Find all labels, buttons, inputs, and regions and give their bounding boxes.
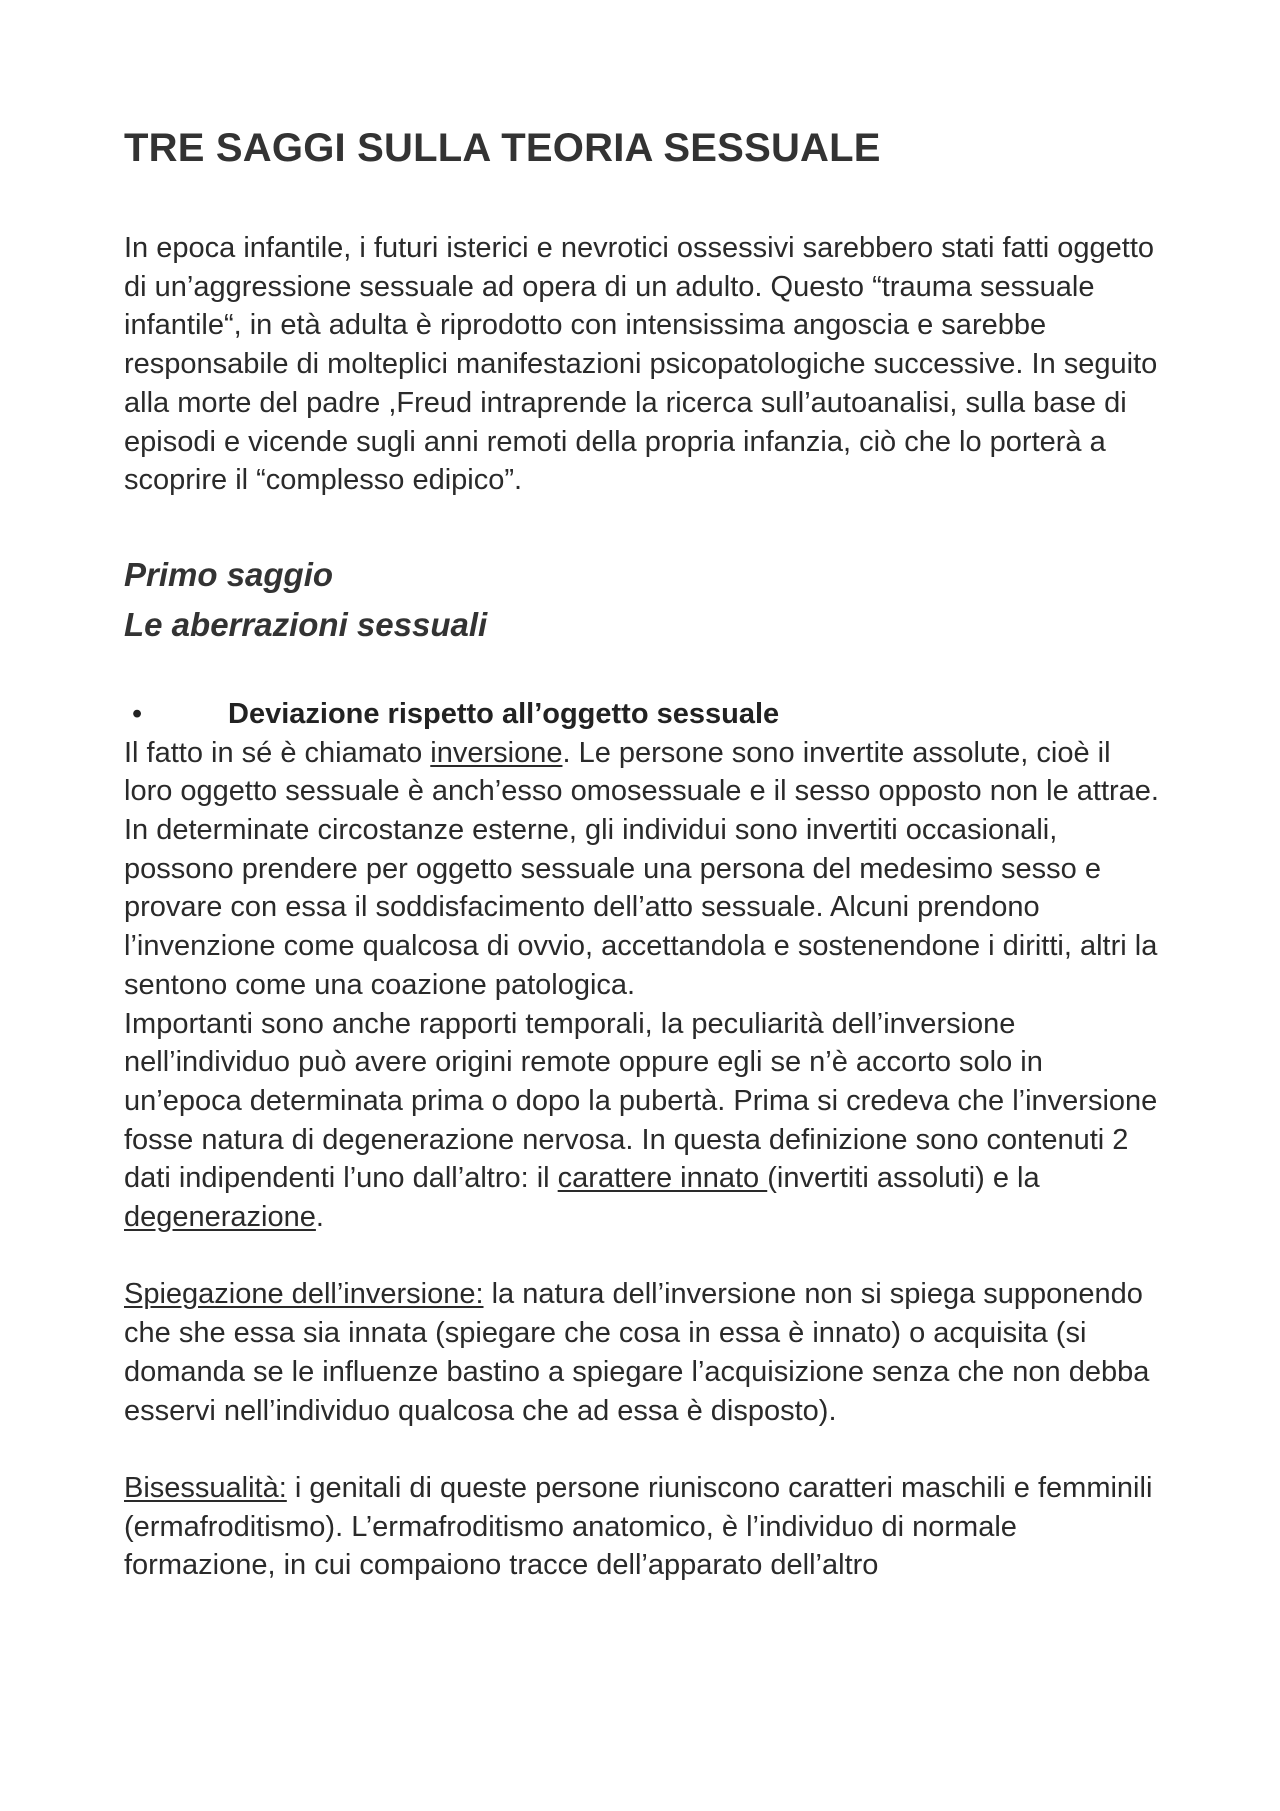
section-subheading: Le aberrazioni sessuali — [124, 605, 488, 643]
bullet-text: Deviazione rispetto all’oggetto sessuale — [228, 697, 780, 730]
document-title: TRE SAGGI SULLA TEORIA SESSUALE — [124, 126, 881, 170]
paragraph-text: . — [315, 1201, 324, 1234]
bullet-item — [124, 695, 1164, 734]
underlined-term: inversione — [430, 736, 563, 769]
paragraph-text: la natura dell’inversione non si spiega supponendo che she essa sia innata (spiegare che cosa in essa è innato) o acquisita (si domanda se le influenze bastino a spiegare l’acquisizione senza che non debba esservi nell’individuo qualcosa che ad essa è disposto). — [124, 1278, 1150, 1427]
paragraph-text: Importanti sono anche rapporti temporali, la peculiarità dell’inversione nell’individuo può avere origini remote oppure egli se n’è accorto solo in un’epoca determinata prima o dopo la pubertà. Prima si credeva che l’inversione fosse natura di degenerazione nervosa. In questa definizione sono contenuti 2 dati indipendenti l’uno dall’altro: il — [124, 1007, 1158, 1195]
document-page — [124, 122, 1164, 1585]
paragraph-text: (invertiti assoluti) e la — [767, 1162, 1040, 1195]
paragraph-spiegazione — [124, 1275, 1164, 1430]
paragraph-text: . Le persone sono invertite assolute, cioè il loro oggetto sessuale è anch’esso omosessuale e il sesso opposto non le attrae. In determinate circostanze esterne, gli individui sono invertiti occasionali, possono prendere per oggetto sessuale una persona del medesimo sesso e provare con essa il soddisfacimento dell’atto sessuale. Alcuni prendono l’invenzione come qualcosa di ovvio, accettandola e sostenendone i diritti, altri la sentono come una coazione patologica. — [124, 736, 1159, 1001]
underlined-term: carattere innato — [557, 1162, 768, 1195]
paragraph-bisessualita — [124, 1469, 1164, 1585]
section-heading: Primo saggio — [124, 555, 334, 593]
bullet-icon: • — [132, 697, 143, 730]
underlined-term: degenerazione — [124, 1201, 316, 1234]
underlined-term: Bisessualità: — [124, 1471, 287, 1504]
paragraph-text: Il fatto in sé è chiamato — [124, 736, 431, 769]
paragraph-inversione — [124, 734, 1164, 1005]
intro-paragraph: In epoca infantile, i futuri isterici e nevrotici ossessivi sarebbero stati fatti oggetto di un’aggressione sessuale ad opera di un adulto. Questo “trauma sessuale infantile“, in età adulta è riprodotto con intensissima angoscia e sarebbe responsabile di molteplici manifestazioni psicopatologiche successive. In seguito alla morte del padre ,Freud intraprende la ricerca sull’autoanalisi, sulla base di episodi e vicende sugli anni remoti della propria infanzia, ciò che lo porterà a scoprire il “complesso edipico”. — [124, 232, 1158, 497]
paragraph-text: i genitali di queste persone riuniscono caratteri maschili e femminili (ermafroditismo). L’ermafroditismo anatomico, è l’individuo di normale formazione, in cui compaiono tracce dell’apparato dell’altro — [124, 1471, 1153, 1582]
underlined-term: Spiegazione dell’inversione: — [124, 1278, 484, 1311]
paragraph-rapporti-temporali — [124, 1005, 1164, 1237]
